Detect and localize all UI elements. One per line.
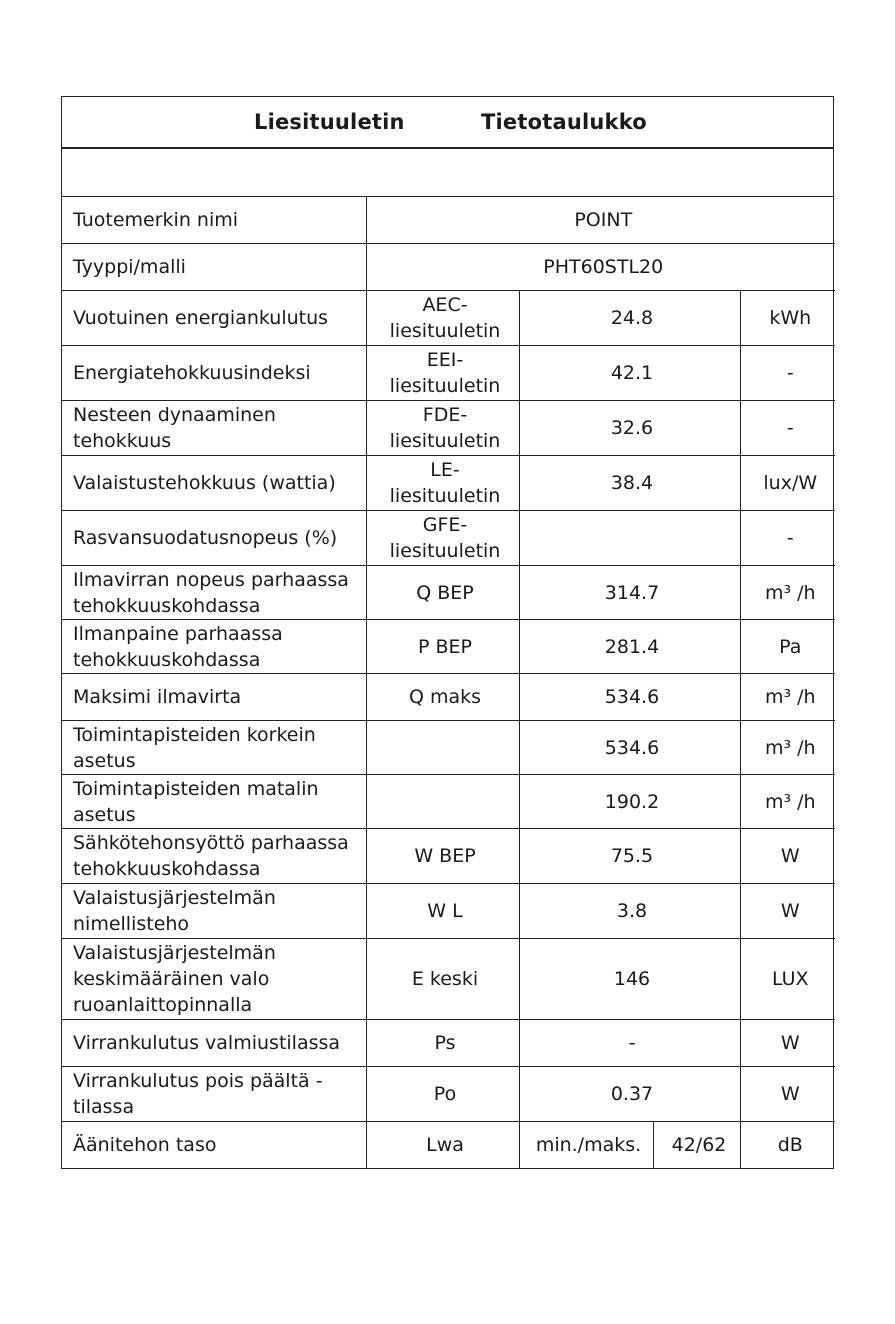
table-row <box>62 456 835 511</box>
table-row <box>62 620 835 674</box>
spec-table <box>62 197 835 1168</box>
table-row <box>62 401 835 456</box>
row-symbol: P BEP <box>366 620 519 674</box>
datasheet-table <box>61 96 834 1169</box>
row-unit: dB <box>740 1122 835 1169</box>
table-row <box>62 511 835 566</box>
row-label: Tuotemerkin nimi <box>62 197 366 244</box>
row-unit: m³ /h <box>740 775 835 829</box>
row-symbol: Po <box>366 1067 519 1122</box>
row-unit: W <box>740 1067 835 1122</box>
row-unit: Pa <box>740 620 835 674</box>
row-value: POINT <box>366 197 835 244</box>
row-label: Ilmavirran nopeus parhaassa tehokkuuskohdassa <box>62 566 366 620</box>
table-row <box>62 829 835 884</box>
table-row <box>62 1067 835 1122</box>
row-unit: - <box>740 401 835 456</box>
row-label: Vuotuinen energiankulutus <box>62 291 366 346</box>
row-value: 314.7 <box>519 566 740 620</box>
table-row <box>62 346 835 401</box>
row-symbol: AEC- liesituuletin <box>366 291 519 346</box>
row-unit: - <box>740 346 835 401</box>
row-value: 281.4 <box>519 620 740 674</box>
table-row <box>62 775 835 829</box>
row-value: 24.8 <box>519 291 740 346</box>
row-label: Maksimi ilmavirta <box>62 674 366 721</box>
row-label: Äänitehon taso <box>62 1122 366 1169</box>
row-unit: m³ /h <box>740 566 835 620</box>
row-unit: LUX <box>740 939 835 1020</box>
row-value: 32.6 <box>519 401 740 456</box>
title-product: Liesituuletin <box>254 110 405 134</box>
table-row <box>62 197 835 244</box>
row-value: 534.6 <box>519 674 740 721</box>
row-label: Rasvansuodatusnopeus (%) <box>62 511 366 566</box>
row-value: PHT60STL20 <box>366 244 835 291</box>
table-row <box>62 721 835 775</box>
row-label: Valaistusjärjestelmän nimellisteho <box>62 884 366 939</box>
row-value: 3.8 <box>519 884 740 939</box>
row-symbol: W BEP <box>366 829 519 884</box>
row-symbol: FDE- liesituuletin <box>366 401 519 456</box>
row-unit: - <box>740 511 835 566</box>
row-value: 38.4 <box>519 456 740 511</box>
row-unit: lux/W <box>740 456 835 511</box>
row-value: 42.1 <box>519 346 740 401</box>
row-label: Ilmanpaine parhaassa tehokkuuskohdassa <box>62 620 366 674</box>
table-row <box>62 291 835 346</box>
row-label: Virrankulutus pois päältä - tilassa <box>62 1067 366 1122</box>
table-row <box>62 1020 835 1067</box>
row-unit: kWh <box>740 291 835 346</box>
row-unit: W <box>740 829 835 884</box>
row-unit: m³ /h <box>740 674 835 721</box>
row-value: 0.37 <box>519 1067 740 1122</box>
row-label: Toimintapisteiden korkein asetus <box>62 721 366 775</box>
row-symbol: Q maks <box>366 674 519 721</box>
row-value: 534.6 <box>519 721 740 775</box>
row-symbol <box>366 721 519 775</box>
row-value <box>519 511 740 566</box>
row-unit: W <box>740 1020 835 1067</box>
table-row <box>62 674 835 721</box>
table-row <box>62 566 835 620</box>
row-value: 42/62 <box>653 1122 740 1169</box>
row-value: - <box>519 1020 740 1067</box>
row-label: Toimintapisteiden matalin asetus <box>62 775 366 829</box>
row-label: Energiatehokkuusindeksi <box>62 346 366 401</box>
title-row <box>62 97 833 149</box>
row-symbol: W L <box>366 884 519 939</box>
table-row <box>62 1122 835 1169</box>
row-symbol: E keski <box>366 939 519 1020</box>
row-label: Valaistusjärjestelmän keskimääräinen valo ruoanlaittopinnalla <box>62 939 366 1020</box>
table-row <box>62 939 835 1020</box>
row-label: Tyyppi/malli <box>62 244 366 291</box>
row-subsymbol: min./maks. <box>519 1122 653 1169</box>
row-symbol: Ps <box>366 1020 519 1067</box>
row-symbol: EEI- liesituuletin <box>366 346 519 401</box>
row-unit: m³ /h <box>740 721 835 775</box>
table-row <box>62 884 835 939</box>
row-value: 75.5 <box>519 829 740 884</box>
row-symbol: Q BEP <box>366 566 519 620</box>
row-symbol: Lwa <box>366 1122 519 1169</box>
blank-row <box>62 149 833 197</box>
row-value: 146 <box>519 939 740 1020</box>
row-unit: W <box>740 884 835 939</box>
title-datasheet: Tietotaulukko <box>481 110 647 134</box>
row-symbol <box>366 775 519 829</box>
row-value: 190.2 <box>519 775 740 829</box>
row-label: Valaistustehokkuus (wattia) <box>62 456 366 511</box>
row-symbol: GFE- liesituuletin <box>366 511 519 566</box>
table-row <box>62 244 835 291</box>
row-label: Nesteen dynaaminen tehokkuus <box>62 401 366 456</box>
row-label: Virrankulutus valmiustilassa <box>62 1020 366 1067</box>
row-label: Sähkötehonsyöttö parhaassa tehokkuuskohdassa <box>62 829 366 884</box>
row-symbol: LE- liesituuletin <box>366 456 519 511</box>
